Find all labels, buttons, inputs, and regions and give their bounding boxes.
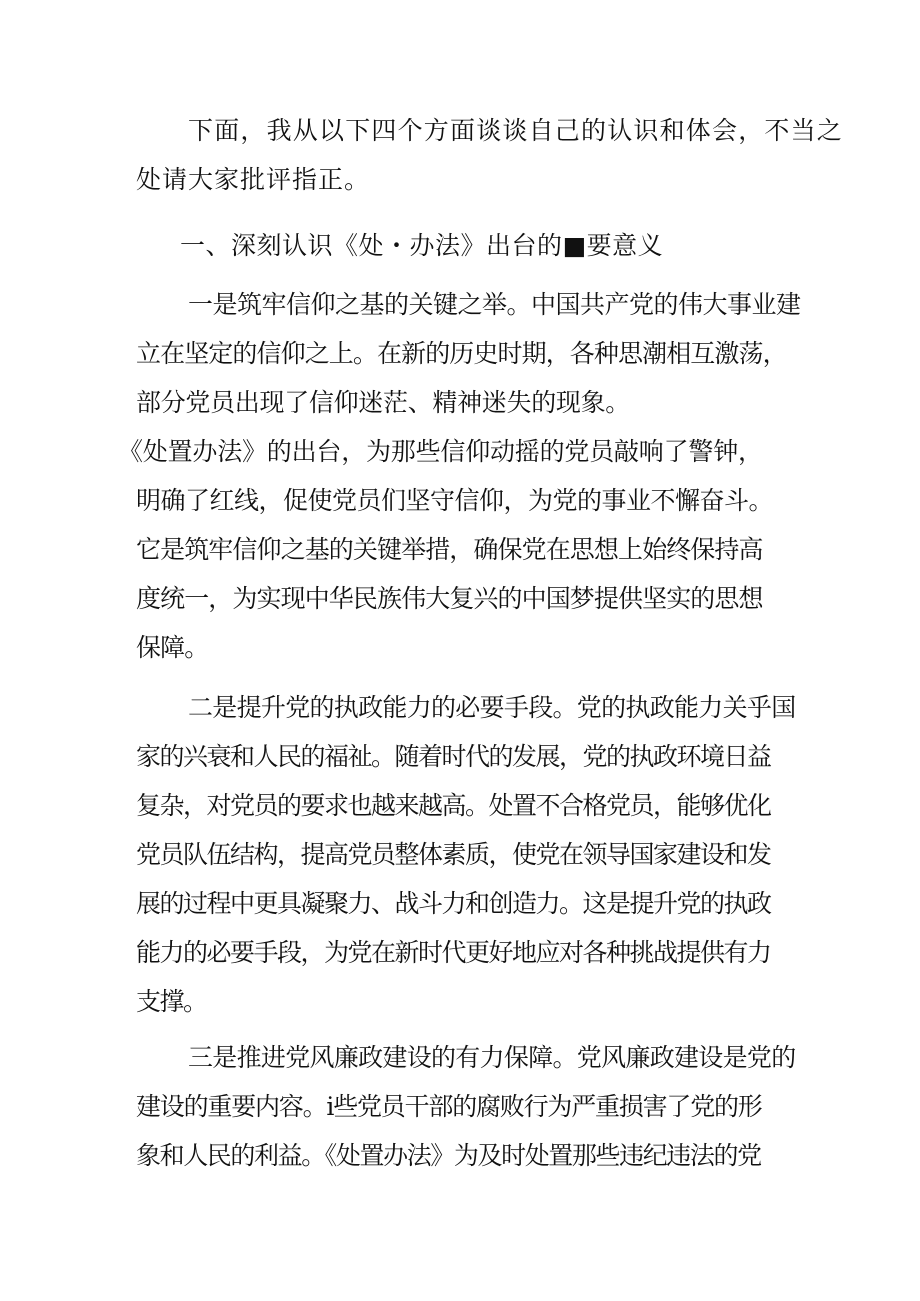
- paragraph-3-line-3: 象和人民的利益。《处置办法》为及时处置那些违纪违法的党: [136, 1141, 761, 1170]
- paragraph-2-line-4: 党员队伍结构，提高党员整体素质，使党在领导国家建设和发: [136, 840, 771, 869]
- section-heading: 一、深刻认识《处・办法》出台的■要意义: [180, 231, 664, 260]
- paragraph-1-line-1: 一是筑牢信仰之基的关键之举。中国共产党的伟大事业建: [188, 290, 801, 319]
- paragraph-2-line-1: 二是提升党的执政能力的必要手段。党的执政能力关乎国: [188, 693, 796, 722]
- paragraph-2-line-6: 能力的必要手段，为党在新时代更好地应对各种挑战提供有力: [136, 938, 771, 967]
- paragraph-1-line-6: 它是筑牢信仰之基的关键举措，确保党在思想上始终保持高: [136, 535, 763, 564]
- paragraph-1-line-7: 度统一，为实现中华民族伟大复兴的中国梦提供坚实的思想: [136, 584, 763, 613]
- paragraph-2-line-7: 支撑。: [136, 987, 207, 1016]
- paragraph-intro-line-2: 处请大家批评指正。: [136, 165, 371, 194]
- paragraph-2-line-2: 家的兴衰和人民的福祉。随着时代的发展，党的执政环境日益: [136, 742, 771, 771]
- paragraph-1-line-5: 明确了红线，促使党员们坚守信仰，为党的事业不懈奋斗。: [136, 486, 774, 515]
- paragraph-2-line-3: 复杂，对党员的要求也越来越高。处置不合格党员，能够优化: [136, 791, 771, 820]
- paragraph-1-line-8: 保障。: [136, 633, 209, 662]
- paragraph-3-line-2: 建设的重要内容。i些党员干部的腐败行为严重损害了党的形: [136, 1092, 762, 1121]
- paragraph-3-line-1: 三是推进党风廉政建设的有力保障。党风廉政建设是党的: [188, 1043, 796, 1072]
- paragraph-1-line-4: 《处置办法》的出台，为那些信仰动摇的党员敲响了警钟，: [118, 437, 763, 466]
- paragraph-2-line-5: 展的过程中更具凝聚力、战斗力和创造力。这是提升党的执政: [136, 889, 771, 918]
- paragraph-1-line-3: 部分党员出现了信仰迷茫、精神迷失的现象。: [136, 388, 631, 417]
- paragraph-intro-line-1: 下面，我从以下四个方面谈谈自己的认识和体会，不当之: [188, 116, 844, 145]
- paragraph-1-line-2: 立在坚定的信仰之上。在新的历史时期，各种思潮相互激荡，: [136, 339, 787, 368]
